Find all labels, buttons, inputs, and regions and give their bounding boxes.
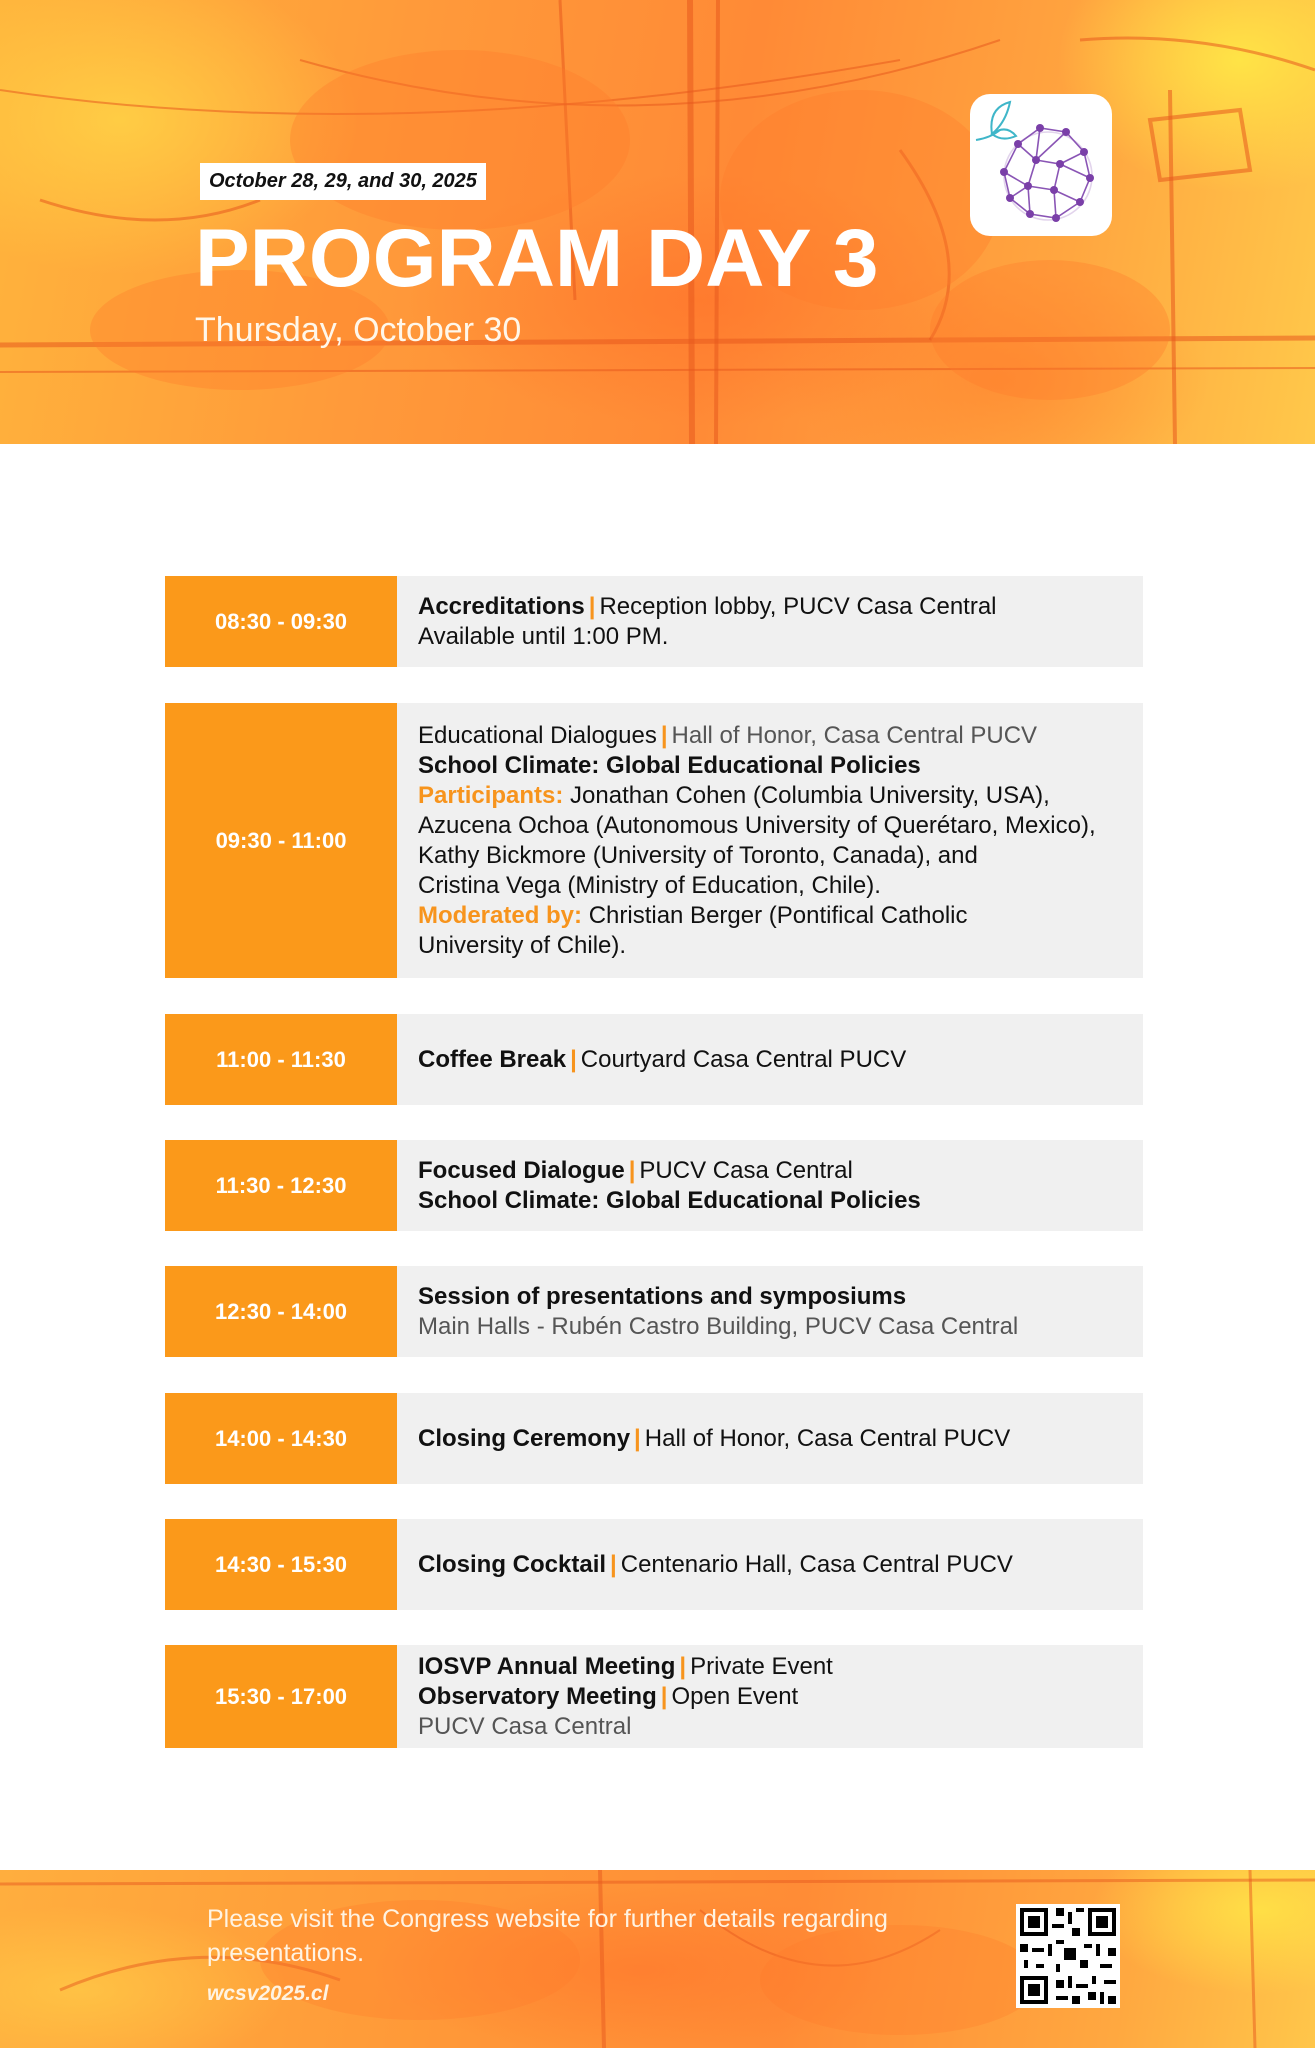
session-detail: Private Event: [690, 1652, 833, 1680]
session-title: Closing Cocktail: [418, 1550, 607, 1578]
session-title: Accreditations: [418, 592, 585, 620]
qr-code: [1016, 1904, 1120, 2008]
session-title: Closing Ceremony: [418, 1424, 631, 1452]
session-note: Available until 1:00 PM.: [418, 622, 669, 650]
separator-bar: |: [628, 1156, 636, 1184]
schedule-row-accreditations: [165, 576, 1143, 667]
session-details: [397, 1519, 1143, 1610]
time-slot: 11:00 - 11:30: [165, 1014, 397, 1105]
time-slot: 08:30 - 09:30: [165, 576, 397, 667]
participant-line: Jonathan Cohen (Columbia University, USA),: [570, 781, 1050, 809]
session-location: Reception lobby, PUCV Casa Central: [599, 592, 997, 620]
schedule-row-coffee-break: [165, 1014, 1143, 1105]
time-slot: 12:30 - 14:00: [165, 1266, 397, 1357]
date-range-label: October 28, 29, and 30, 2025: [200, 163, 486, 200]
session-details: [397, 1645, 1143, 1748]
time-slot: 14:30 - 15:30: [165, 1519, 397, 1610]
session-location: PUCV Casa Central: [639, 1156, 853, 1184]
participant-line: Azucena Ochoa (Autonomous University of Querétaro, Mexico),: [418, 811, 1096, 839]
session-title: Focused Dialogue: [418, 1156, 625, 1184]
session-location: Courtyard Casa Central PUCV: [580, 1045, 907, 1073]
website-link[interactable]: wcsv2025.cl: [207, 1982, 329, 2005]
schedule-row-closing-cocktail: [165, 1519, 1143, 1610]
schedule-row-educational-dialogues: [165, 703, 1143, 978]
session-location: Hall of Honor, Casa Central PUCV: [671, 721, 1038, 749]
separator-bar: |: [660, 1682, 668, 1710]
session-details: [397, 576, 1143, 667]
header-banner: [0, 0, 1315, 444]
time-slot: 11:30 - 12:30: [165, 1140, 397, 1231]
moderator-line: Christian Berger (Pontifical Catholic: [588, 901, 968, 929]
time-slot: 15:30 - 17:00: [165, 1645, 397, 1748]
separator-bar: |: [588, 592, 596, 620]
session-detail-2: Open Event: [671, 1682, 799, 1710]
session-category: Educational Dialogues: [418, 721, 657, 749]
schedule-row-presentations: [165, 1266, 1143, 1357]
separator-bar: |: [570, 1045, 577, 1073]
schedule-row-closing-ceremony: [165, 1393, 1143, 1484]
time-slot: 09:30 - 11:00: [165, 703, 397, 978]
separator-bar: |: [660, 721, 668, 749]
network-sphere-butterfly-logo: [970, 94, 1112, 236]
session-location: Centenario Hall, Casa Central PUCV: [620, 1550, 1013, 1578]
schedule-row-meetings: [165, 1645, 1143, 1748]
day-subtitle: Thursday, October 30: [195, 311, 522, 349]
session-title-2: Observatory Meeting: [418, 1682, 657, 1710]
session-location: Hall of Honor, Casa Central PUCV: [644, 1424, 1011, 1452]
session-title: School Climate: Global Educational Policies: [418, 751, 921, 779]
participants-label: Participants:: [418, 781, 564, 809]
separator-bar: |: [679, 1652, 687, 1680]
footer-banner: [0, 1870, 1315, 2048]
session-location: Main Halls - Rubén Castro Building, PUCV Casa Central: [418, 1312, 1019, 1340]
session-details: [397, 703, 1143, 978]
separator-bar: |: [634, 1424, 641, 1452]
session-title: Coffee Break: [418, 1045, 567, 1073]
butterfly-icon: [976, 102, 1016, 140]
schedule-row-focused-dialogue: [165, 1140, 1143, 1231]
footer-note: Please visit the Congress website for further details regarding presentations.: [207, 1905, 888, 1967]
participant-line: Kathy Bickmore (University of Toronto, Canada), and: [418, 841, 978, 869]
session-details: [397, 1393, 1143, 1484]
session-details: [397, 1014, 1143, 1105]
session-subtitle: School Climate: Global Educational Policies: [418, 1186, 921, 1214]
session-location: PUCV Casa Central: [418, 1712, 632, 1740]
page-title: PROGRAM DAY 3: [195, 213, 879, 304]
session-title: IOSVP Annual Meeting: [418, 1652, 676, 1680]
moderator-line: University of Chile).: [418, 931, 627, 959]
session-title: Session of presentations and symposiums: [418, 1282, 907, 1310]
participant-line: Cristina Vega (Ministry of Education, Chile).: [418, 871, 881, 899]
separator-bar: |: [610, 1550, 617, 1578]
time-slot: 14:00 - 14:30: [165, 1393, 397, 1484]
moderator-label: Moderated by:: [418, 901, 583, 929]
session-details: [397, 1266, 1143, 1357]
session-details: [397, 1140, 1143, 1231]
